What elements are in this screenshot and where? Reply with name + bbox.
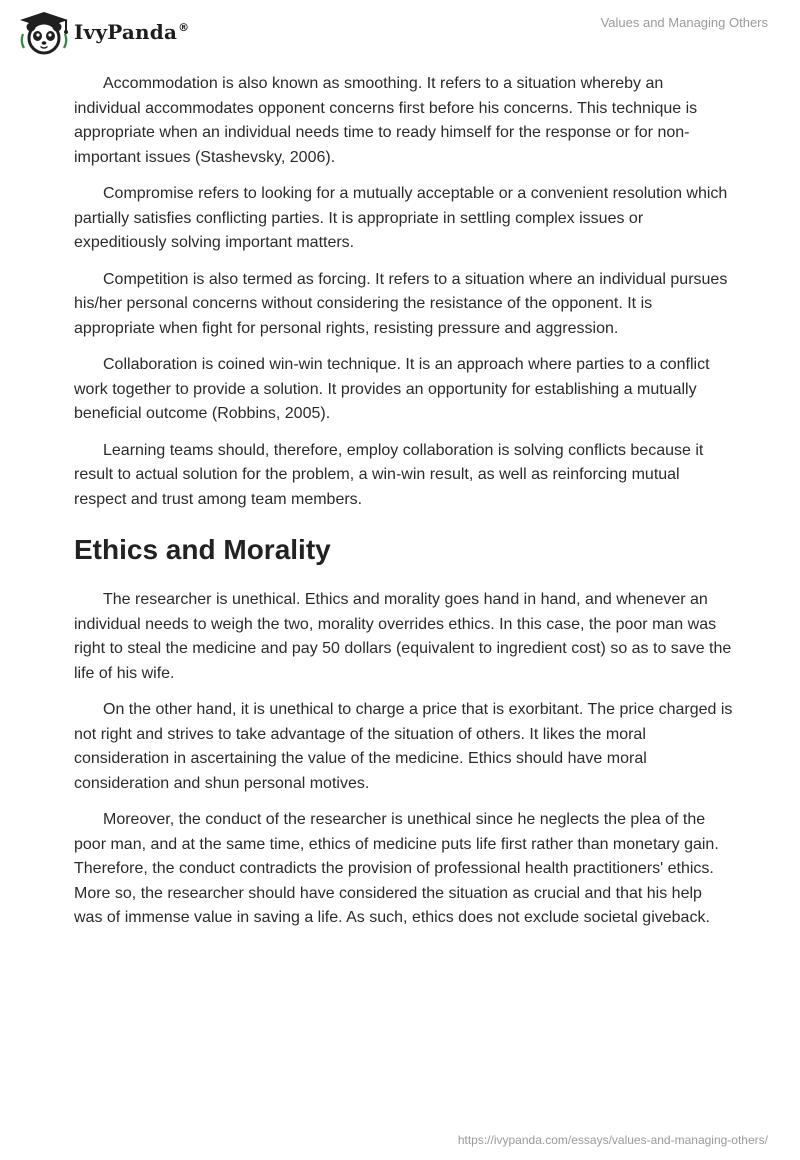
paragraph-exorbitant-price: On the other hand, it is unethical to charge a price that is exorbitant. The price charged is not right and strives to take advantage of the situation of others. It likes the moral consideration in ascertaining the value of the medicine. Ethics should have moral consideration and shun personal motives. [74, 701, 733, 792]
paragraph-learning-teams: Learning teams should, therefore, employ collaboration is solving conflicts because it result to actual solution for the problem, a win-win result, as well as reinforcing mutual respect and trust among team members. [74, 441, 704, 508]
document-title: Values and Managing Others [600, 15, 768, 30]
brand-name: IvyPanda® [74, 20, 190, 44]
paragraph-researcher-unethical: The researcher is unethical. Ethics and morality goes hand in hand, and whenever an individual needs to weigh the two, morality overrides ethics. In this case, the poor man was right to steal the medicine and pay 50 dollars (equivalent to ingredient cost) so as to save the life of his wife. [74, 591, 732, 682]
paragraph-compromise: Compromise refers to looking for a mutually acceptable or a convenient resolution which partially satisfies conflicting parties. It is appropriate in settling complex issues or expeditiously solving important matters. [74, 185, 728, 251]
panda-graduate-icon [14, 8, 70, 56]
page-header [0, 0, 800, 64]
paragraph-competition: Competition is also termed as forcing. It refers to a situation where an individual pursues his/her personal concerns without considering the resistance of the opponent. It is appropriate when fight for personal rights, resisting pressure and aggression. [74, 270, 728, 337]
paragraph-conduct: Moreover, the conduct of the researcher is unethical since he neglects the plea of the poor man, and at the same time, ethics of medicine puts life first rather than monetary gain. Therefore, the conduct contradicts the provision of professional health practitioners' ethics. More so, the researcher should have considered the situation as crucial and that his help was of immense value in saving a life. As such, ethics does not exclude societal giveback. [74, 811, 719, 926]
registered-mark: ® [178, 21, 190, 35]
footer-source-link[interactable]: https://ivypanda.com/essays/values-and-managing-others/ [457, 1133, 768, 1147]
brand-logo[interactable] [14, 8, 189, 56]
essay-body [74, 72, 734, 943]
paragraph-collaboration: Collaboration is coined win-win technique. It is an approach where parties to a conflict work together to provide a solution. It provides an opportunity for establishing a mutually beneficial outcome (Robbins, 2005). [74, 356, 710, 422]
paragraph-accommodation: Accommodation is also known as smoothing. It refers to a situation whereby an individual accommodates opponent concerns first before his concerns. This technique is appropriate when an individual needs time to ready himself for the response or for non-important issues (Stashevsky, 2006). [74, 75, 698, 166]
section-heading-ethics: Ethics and Morality [74, 534, 331, 565]
